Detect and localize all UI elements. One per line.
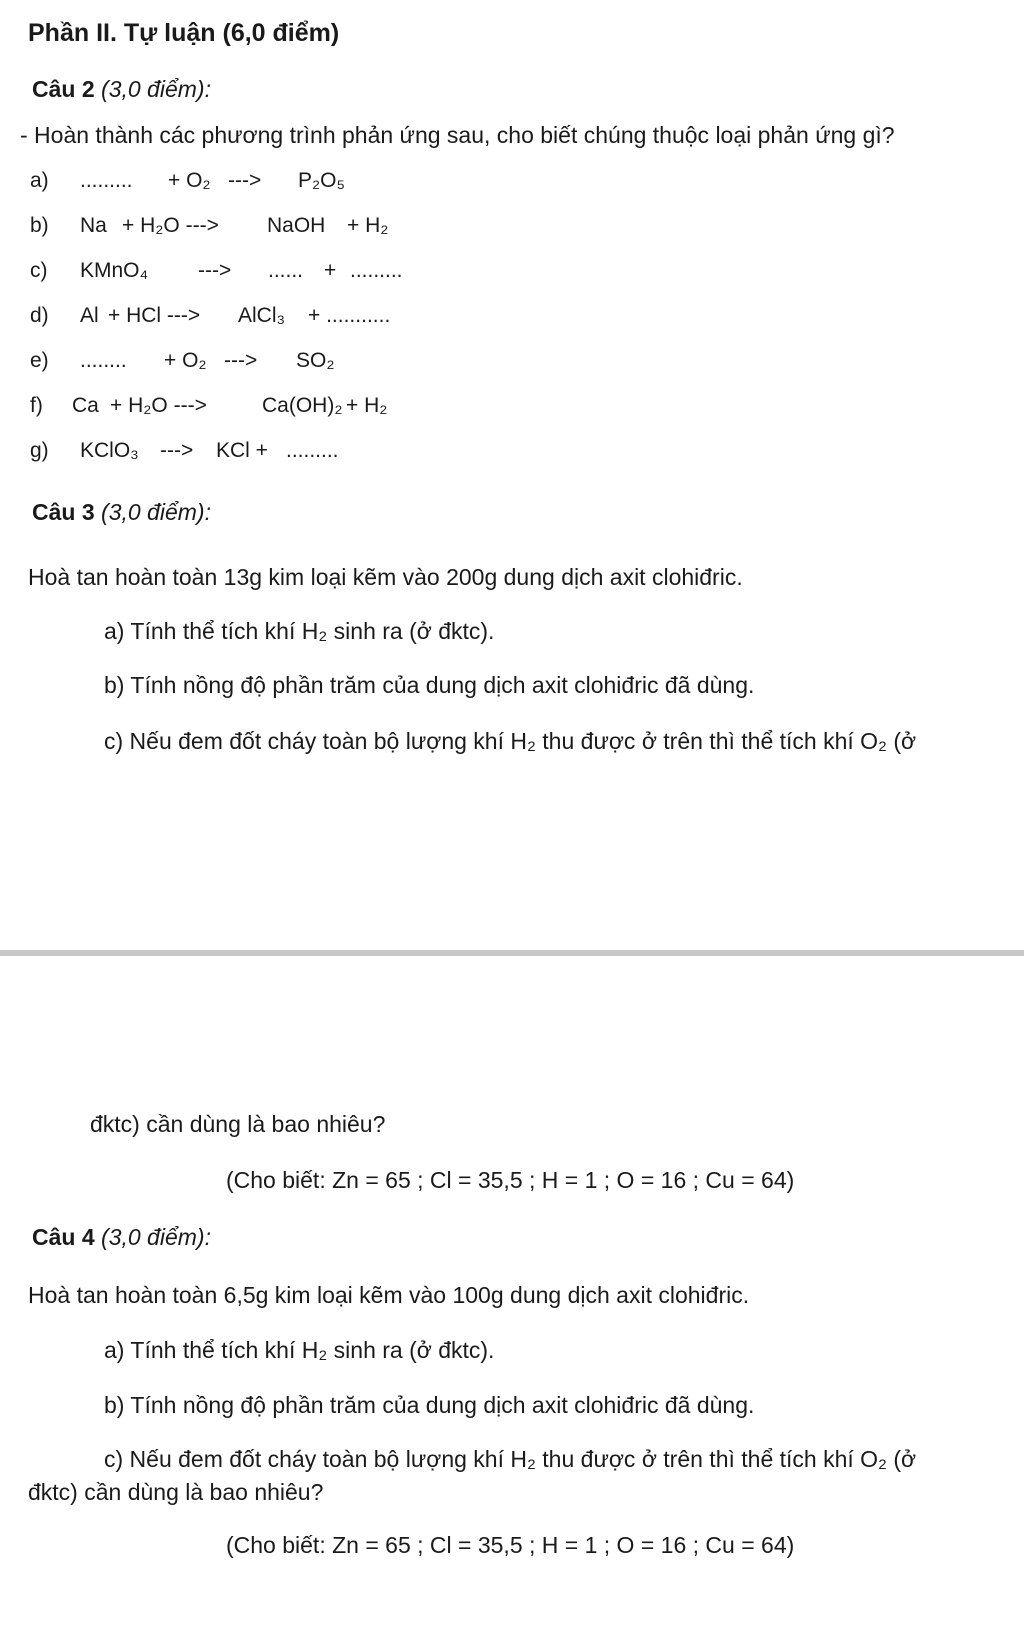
part2-heading: Phần II. Tự luận (6,0 điểm) [28, 19, 340, 47]
equation-product: + H₂ [347, 214, 389, 237]
equation-product: P₂O₅ [298, 169, 345, 192]
q2-heading [32, 74, 211, 104]
equation-product: NaOH [267, 214, 326, 237]
equation-term: KMnO₄ [80, 259, 149, 282]
equation-product: Ca(OH)₂ [262, 394, 343, 417]
q2-instruction: - Hoàn thành các phương trình phản ứng sau, cho biết chúng thuộc loại phản ứng gì? [20, 122, 895, 148]
equation-g [30, 436, 339, 466]
q3-part-b: b) Tính nồng độ phần trăm của dung dịch axit clohiđric đã dùng. [104, 672, 755, 698]
equation-blank: ......... [350, 259, 403, 282]
q3-part-c-line2: đktc) cần dùng là bao nhiêu? [90, 1111, 386, 1137]
equation-product: SO₂ [296, 349, 335, 372]
equation-term: Na [80, 214, 107, 237]
equation-term: Al [80, 304, 99, 327]
equation-d [30, 301, 390, 331]
equation-plus: + [324, 259, 337, 282]
equation-term: + O₂ [164, 349, 207, 372]
q3-intro: Hoà tan hoàn toàn 13g kim loại kẽm vào 200g dung dịch axit clohiđric. [28, 564, 743, 590]
q3-part-a: a) Tính thể tích khí H₂ sinh ra (ở đktc). [104, 618, 495, 644]
equation-term: + HCl ---> [108, 304, 201, 327]
equation-blank: ......... [286, 439, 339, 462]
equation-label: d) [30, 304, 49, 327]
equation-product: KCl + [216, 439, 268, 462]
equation-b [30, 211, 388, 241]
equation-term: + H₂O ---> [122, 214, 219, 237]
equation-blank: ...... [268, 259, 304, 282]
equation-label: g) [30, 439, 49, 462]
equation-arrow: ---> [198, 259, 232, 282]
q4-intro: Hoà tan hoàn toàn 6,5g kim loại kẽm vào 100g dung dịch axit clohiđric. [28, 1282, 750, 1308]
q4-heading [32, 1222, 211, 1252]
equation-blank: ......... [80, 169, 133, 192]
equation-blank: ........ [80, 349, 127, 372]
q4-title: Câu 4 [32, 1224, 95, 1250]
equation-label: b) [30, 214, 49, 237]
equation-product: + H₂ [346, 394, 388, 417]
q3-heading [32, 497, 211, 527]
equation-term: + O₂ [168, 169, 211, 192]
equation-product: AlCl₃ [238, 304, 286, 327]
q4-points: (3,0 điểm): [101, 1224, 211, 1250]
equation-e [30, 346, 335, 376]
equation-term: Ca [72, 394, 99, 417]
q4-part-c-line1: c) Nếu đem đốt cháy toàn bộ lượng khí H₂ thu được ở trên thì thể tích khí O₂ (ở [104, 1446, 917, 1472]
equation-label: a) [30, 169, 49, 192]
equation-arrow: ---> [224, 349, 258, 372]
equation-term: KClO₃ [80, 439, 139, 462]
equation-arrow: ---> [228, 169, 262, 192]
q4-part-b: b) Tính nồng độ phần trăm của dung dịch axit clohiđric đã dùng. [104, 1392, 755, 1418]
equation-label: f) [30, 394, 43, 417]
equation-blank: + ........... [308, 304, 391, 327]
q3-given: (Cho biết: Zn = 65 ; Cl = 35,5 ; H = 1 ; O = 16 ; Cu = 64) [226, 1167, 795, 1193]
q2-title: Câu 2 [32, 76, 95, 102]
equation-label: c) [30, 259, 48, 282]
equation-c [30, 256, 403, 286]
q3-points: (3,0 điểm): [101, 499, 211, 525]
q3-title: Câu 3 [32, 499, 95, 525]
q4-given: (Cho biết: Zn = 65 ; Cl = 35,5 ; H = 1 ; O = 16 ; Cu = 64) [226, 1532, 795, 1558]
page-divider [0, 950, 1024, 956]
q3-part-c-line1: c) Nếu đem đốt cháy toàn bộ lượng khí H₂ thu được ở trên thì thể tích khí O₂ (ở [104, 728, 917, 754]
q4-part-c-line2: đktc) cần dùng là bao nhiêu? [28, 1479, 324, 1505]
equation-f [30, 391, 387, 421]
q4-part-a: a) Tính thể tích khí H₂ sinh ra (ở đktc). [104, 1337, 495, 1363]
q2-points: (3,0 điểm): [101, 76, 211, 102]
equation-term: + H₂O ---> [110, 394, 207, 417]
equation-label: e) [30, 349, 49, 372]
equation-a [30, 166, 345, 196]
equation-arrow: ---> [160, 439, 194, 462]
